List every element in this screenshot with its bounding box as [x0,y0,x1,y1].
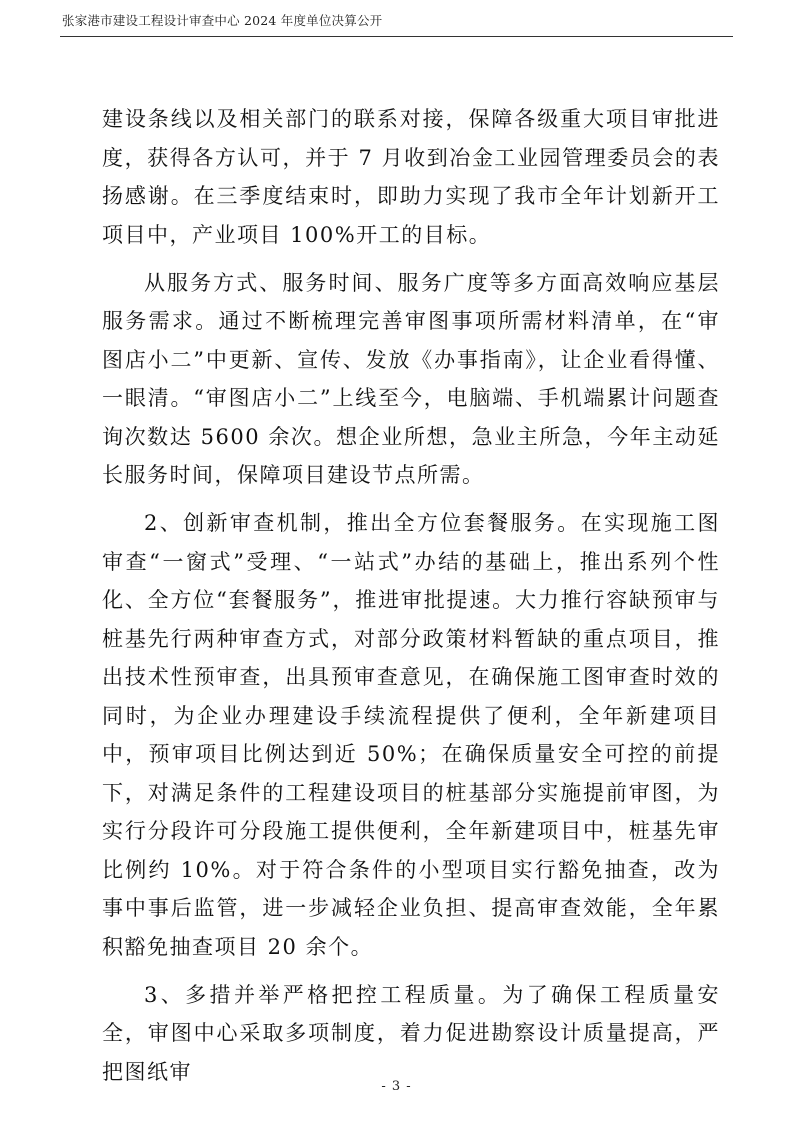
paragraph-continuation: 建设条线以及相关部门的联系对接，保障各级重大项目审批进度，获得各方认可，并于 7 月收到冶金工业园管理委员会的表扬感谢。在三季度结束时，即助力实现了我市全年计划新开工项目中，产业项目 100%开工的目标。 [102,107,720,247]
paragraph-quality-control: 3、多措并举严格把控工程质量。为了确保工程质量安全，审图中心采取多项制度，着力促进勘察设计质量提高，严把图纸审 [102,982,720,1084]
header-divider [60,36,733,37]
document-body [102,100,720,1101]
page-number: - 3 - [381,1079,412,1094]
page-header-title: 张家港市建设工程设计审查中心 2024 年度单位决算公开 [62,13,383,28]
paragraph-service-response: 从服务方式、服务时间、服务广度等多方面高效响应基层服务需求。通过不断梳理完善审图事项所需材料清单，在“审图店小二”中更新、宣传、发放《办事指南》，让企业看得懂、一眼清。“审图店小二”上线至今，电脑端、手机端累计问题查询次数达 5600 余次。想企业所想，急业主所急，今年主动延长服务时间，保障项目建设节点所需。 [102,270,720,487]
paragraph-review-mechanism: 2、创新审查机制，推出全方位套餐服务。在实现施工图审查“一窗式”受理、“一站式”办结的基础上，推出系列个性化、全方位“套餐服务”，推进审批提速。大力推行容缺预审与桩基先行两种审查方式，对部分政策材料暂缺的重点项目，推出技术性预审查，出具预审查意见，在确保施工图审查时效的同时，为企业办理建设手续流程提供了便利，全年新建项目中，预审项目比例达到近 50%；在确保质量安全可控的前提下，对满足条件的工程建设项目的桩基部分实施提前审图，为实行分段许可分段施工提供便利，全年新建项目中，桩基先审比例约 10%。对于符合条件的小型项目实行豁免抽查，改为事中事后监管，进一步减轻企业负担、提高审查效能，全年累积豁免抽查项目 20 余个。 [102,511,720,959]
